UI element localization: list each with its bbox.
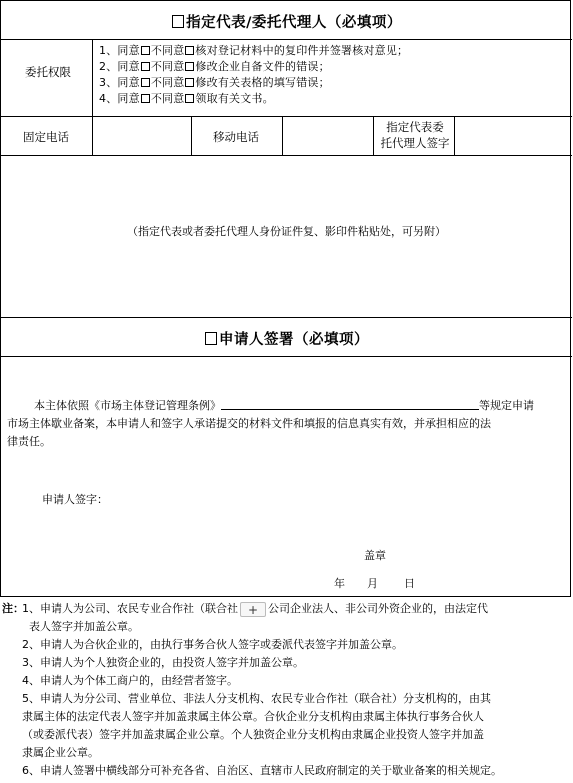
disagree-checkbox[interactable] [185,46,194,55]
date-day: 日 [404,577,415,590]
mobile-phone-field[interactable] [283,117,373,155]
section-title-text: 指定代表/委托代理人（必填项） [186,15,402,31]
fixed-phone-field[interactable] [93,117,191,155]
note-item: 表人签字并加盖公章。 [29,620,139,633]
rule [191,116,192,155]
disagree-checkbox[interactable] [185,94,194,103]
section-title-text: 申请人签署（必填项） [219,332,369,348]
rule [1,317,572,318]
agree-checkbox[interactable] [141,78,150,87]
note-item: 5、申请人为分公司、营业单位、非法人分支机构、农民专业合作社（联合社）分支机构的，由其 [22,692,491,705]
fixed-phone-label: 固定电话 [23,130,69,144]
blank-line[interactable] [221,399,479,410]
authority-item: 4、同意 不同意 领取有关文书。 [99,92,274,105]
note-item: 3、申请人为个人独资企业的，由投资人签字并加盖公章。 [22,656,304,669]
authority-label: 委托权限 [25,65,71,79]
section-title-applicant [1,328,572,349]
note-item: 2、申请人为合伙企业的，由执行事务合伙人签字或委派代表签字并加盖公章。 [22,638,403,651]
rule [1,356,572,357]
notes-heading: 注： [2,602,24,615]
notes [2,600,570,780]
agent-signature-field[interactable] [455,117,571,155]
authority-list [99,43,408,107]
statement-line-3: 律责任。 [7,435,51,448]
note-item: 注： 1、申请人为公司、农民专业合作社（联合社 + 公司企业法人、非公司外资企业的，由法定代 [2,602,488,617]
disagree-checkbox[interactable] [185,78,194,87]
note-item: （或委派代表）签字并加盖隶属企业公章。个人独资企业分支机构由隶属企业投资人签字并加盖 [22,728,484,741]
authority-item: 1、同意 不同意 核对登记材料中的复印件并签署核对意见； [99,44,409,57]
id-paste-note: （指定代表或者委托代理人身份证件复、影印件粘贴处，可另附） [127,225,446,238]
statement-line-2: 市场主体歇业备案，本申请人和签字人承诺提交的材料文件和填报的信息真实有效，并承担相应的法 [7,417,491,430]
section-title-agent [1,11,572,32]
note-item: 隶属主体的法定代表人签字并加盖隶属主体公章。合伙企业分支机构由隶属主体执行事务合伙人 [22,710,484,723]
expand-plus-button[interactable]: + [240,602,266,617]
authority-item: 3、同意 不同意 修改有关表格的填写错误； [99,76,330,89]
authority-item: 2、同意 不同意 修改企业自备文件的错误； [99,60,330,73]
agent-signature-label: 指定代表委 托代理人签字 [380,120,450,150]
agree-checkbox[interactable] [141,94,150,103]
rule [1,155,572,156]
date-year: 年 [334,577,345,590]
note-item: 4、申请人为个体工商户的，由经营者签字。 [22,674,238,687]
date-month: 月 [367,577,378,590]
statement-line-1: 本主体依照《市场主体登记管理条例》 等规定申请 [34,399,534,412]
seal-label: 盖章 [364,549,386,562]
agree-checkbox[interactable] [141,46,150,55]
applicant-signature-label: 申请人签字： [42,493,108,506]
note-item: 6、申请人签署中横线部分可补充各省、自治区、直辖市人民政府制定的关于歇业备案的相关规定。 [22,764,502,777]
agree-checkbox[interactable] [141,62,150,71]
rule [1,39,572,40]
mobile-phone-label: 移动电话 [213,130,259,144]
note-item: 隶属企业公章。 [22,746,99,759]
checkbox[interactable] [205,332,217,345]
checkbox[interactable] [172,15,184,28]
rule [373,116,374,155]
disagree-checkbox[interactable] [185,62,194,71]
